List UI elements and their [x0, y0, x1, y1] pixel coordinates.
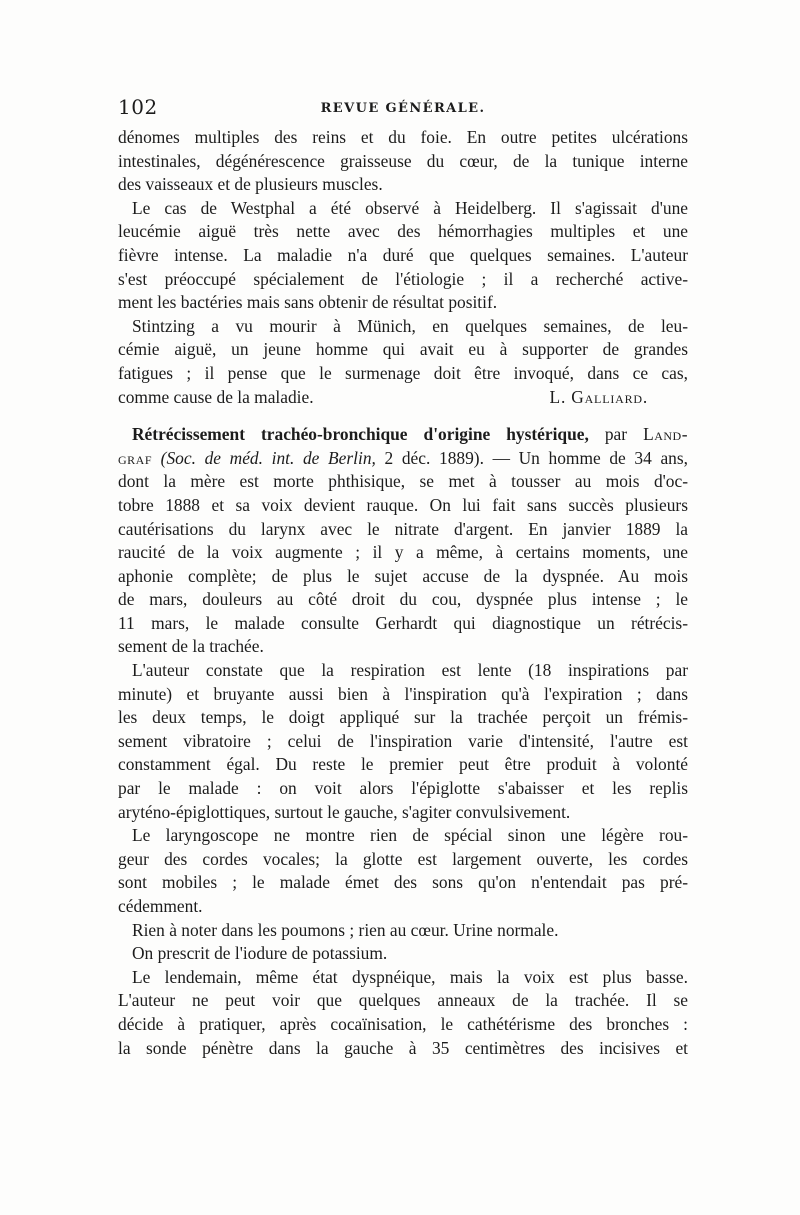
article-date-text: 2 déc. 1889). — Un homme de 34 ans, — [375, 447, 688, 468]
page-header — [118, 95, 688, 123]
text-line: sont mobiles ; le malade émet des sons qu'on n'entendait pas pré- — [118, 872, 688, 893]
text-line: L'auteur constate que la respiration est lente (18 inspirations par — [132, 660, 688, 681]
text-line: Le cas de Westphal a été observé à Heidelberg. Il s'agissait d'une — [132, 197, 688, 218]
article-author-part1: Land- — [643, 424, 689, 445]
text-line: cémie aiguë, un jeune homme qui avait eu à supporter de grandes — [118, 339, 688, 360]
text-line: leucémie aiguë très nette avec des hémorrhagies multiples et une — [118, 221, 688, 242]
text-line: Stintzing a vu mourir à Münich, en quelques semaines, de leu- — [132, 315, 688, 336]
article-author-part2: graf — [118, 447, 153, 468]
text-line: s'est préoccupé spécialement de l'étiologie ; il a recherché active- — [118, 268, 688, 289]
text-line: On prescrit de l'iodure de potassium. — [132, 943, 388, 964]
text-line: cautérisations du larynx avec le nitrate d'argent. En janvier 1889 la — [118, 518, 688, 539]
paragraph-continuation — [118, 126, 688, 197]
text-line: Le laryngoscope ne montre rien de spécial sinon une légère rou- — [132, 825, 688, 846]
article-by: par — [588, 424, 644, 445]
paragraph-next-day — [118, 966, 688, 1060]
article-citation-line — [118, 447, 688, 471]
paragraph-stintzing — [118, 315, 688, 409]
text-line: raucité de la voix augmente ; il y a même, à certains moments, une — [118, 542, 688, 563]
text-line: la sonde pénètre dans la gauche à 35 centimètres des incisives et — [118, 1037, 688, 1058]
text-line: dont la mère est morte phthisique, se met à tousser au mois d'oc- — [118, 471, 688, 492]
paragraph-lungs — [118, 919, 688, 943]
text-line: fatigues ; il pense que le surmenage doit être invoqué, dans ce cas, — [118, 362, 688, 383]
author-signature: L. Galliard. — [549, 386, 648, 407]
text-line: dénomes multiples des reins et du foie. En outre petites ulcérations — [118, 127, 688, 147]
text-line: ment les bactéries mais sans obtenir de résultat positif. — [118, 292, 498, 313]
running-head: REVUE GÉNÉRALE. — [320, 101, 486, 116]
text-line: 11 mars, le malade consulte Gerhardt qui diagnostique un rétrécis- — [118, 612, 688, 633]
text-line: geur des cordes vocales; la glotte est largement ouverte, les cordes — [118, 848, 688, 869]
text-line: minute) et bruyante aussi bien à l'inspiration qu'à l'expiration ; dans — [118, 683, 688, 704]
body-text — [118, 126, 688, 1060]
text-line: constamment égal. Du reste le premier peut être produit à volonté — [118, 754, 688, 775]
paragraph-examination — [118, 659, 688, 824]
text-line: aphonie complète; de plus le sujet accuse de la dyspnée. Au mois — [118, 565, 688, 586]
paragraph-laryngoscope — [118, 824, 688, 918]
paragraph-westphal — [118, 197, 688, 315]
text-line: intestinales, dégénérescence graisseuse du cœur, de la tunique interne — [118, 150, 688, 171]
text-line: L'auteur ne peut voir que quelques anneaux de la trachée. Il se — [118, 990, 688, 1011]
text-line — [118, 386, 688, 410]
article-entry — [118, 423, 688, 659]
text-line: Le lendemain, même état dyspnéique, mais la voix est plus basse. — [132, 966, 688, 987]
text-line: de mars, douleurs au côté droit du cou, dyspnée plus intense ; le — [118, 589, 688, 610]
article-heading-line — [118, 423, 688, 447]
text-line: des vaisseaux et de plusieurs muscles. — [118, 174, 383, 195]
text-line: tobre 1888 et sa voix devient rauque. On lui fait sans succès plusieurs — [118, 494, 688, 515]
text-line: décide à pratiquer, après cocaïnisation, le cathétérisme des bronches : — [118, 1013, 688, 1034]
text-line: par le malade : on voit alors l'épiglotte s'abaisser et les replis — [118, 778, 688, 799]
article-citation: (Soc. de méd. int. de Berlin, — [152, 447, 376, 468]
text-line: les deux temps, le doigt appliqué sur la trachée perçoit un frémis- — [118, 707, 688, 728]
text-line: fièvre intense. La maladie n'a duré que quelques semaines. L'auteur — [118, 244, 688, 265]
section-gap — [118, 409, 688, 423]
paragraph-treatment — [118, 942, 688, 966]
text-line: cédemment. — [118, 896, 203, 916]
text-line: aryténo-épiglottiques, surtout le gauche, s'agiter convulsivement. — [118, 801, 571, 822]
text-line: Rien à noter dans les poumons ; rien au cœur. Urine normale. — [132, 919, 559, 940]
page-number: 102 — [118, 95, 158, 119]
text-line-content: comme cause de la maladie. — [118, 386, 314, 407]
article-title: Rétrécissement trachéo-bronchique d'origine hystérique, — [132, 424, 589, 445]
text-line: sement vibratoire ; celui de l'inspiration varie d'intensité, l'autre est — [118, 730, 688, 751]
text-line: sement de la trachée. — [118, 636, 264, 657]
